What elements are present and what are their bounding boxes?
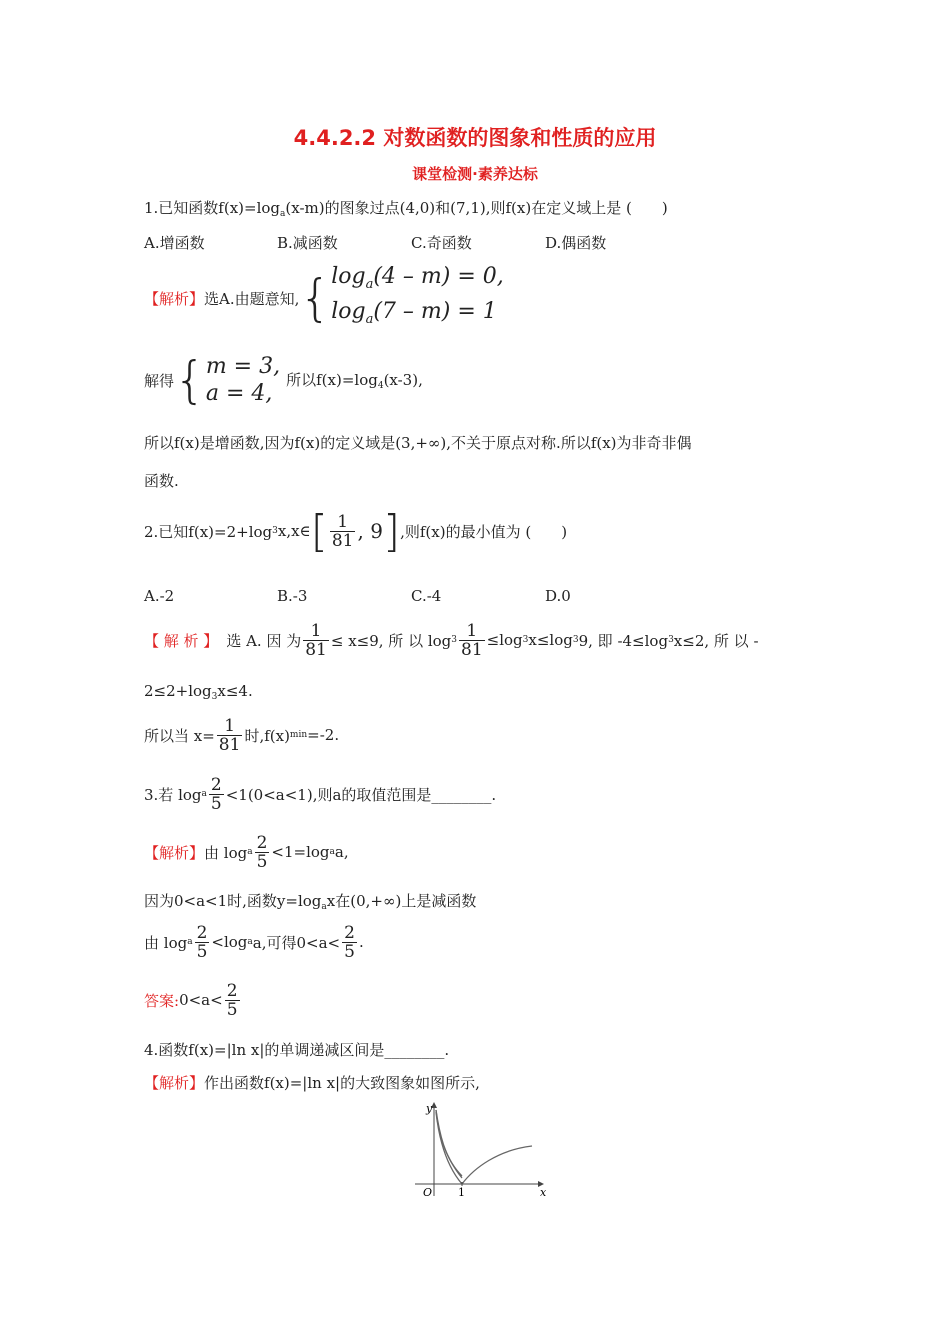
q2-option-c: C.-4: [411, 587, 442, 605]
equation-system-2: m = 3, a = 4,: [205, 354, 281, 406]
q2-option-d: D.0: [545, 587, 571, 605]
q2-solution-line1: 【 解 析 】 选 A. 因 为 $\frac{1}{81}$ ≤ x≤9, 所 以 log 3 $\frac{1}{81}$ ≤log 3 x≤log 3 9, 即 -4≤log 3 x≤2, 所 以 -: [144, 620, 759, 660]
q4-stem: 4.函数f(x)=|ln x|的单调递减区间是________.: [144, 1041, 450, 1059]
abs-ln-curve: [436, 1112, 532, 1184]
x-axis-label: x: [540, 1186, 547, 1198]
q2-solution-line2: $2\le 2+\log_3x\le 4$.: [144, 682, 253, 702]
ln-abs-graph: [410, 1098, 550, 1198]
q1-solution: 【解析】 选A.由题意知, { $\log_a(4 - m) = 0$, $\log_a(7 - m) = 1$: [144, 268, 504, 328]
q1-conclusion-line2: 函数.: [144, 472, 179, 490]
y-axis-label: y: [426, 1102, 433, 1115]
q1-stem: 1.已知函数$f(x)=\log_a(x-m)$的图象过点(4,0)和(7,1),则f(x)在定义域上是 ( ): [144, 199, 668, 219]
q1-solve: 解得 { m = 3, a = 4, 所以$f(x)=\log_4(x-3)$,: [144, 351, 423, 409]
equation-system-1: $\log_a(4 - m) = 0$, $\log_a(7 - m) = 1$: [331, 264, 504, 327]
q2-stem: 2.已知f(x)=2+log 3 x,x∈ [ $\frac{1}{81}$ , 9 ] ,则f(x)的最小值为 ( ): [144, 505, 568, 557]
q1-conclusion-line1: 所以f(x)是增函数,因为f(x)的定义域是(3,+∞),不关于原点对称.所以f(x)为非奇非偶: [144, 434, 692, 452]
q3-solution-line2: 因为0<a<1时,函数$y=\log_ax$在(0,+∞)上是减函数: [144, 892, 477, 912]
q1-option-a: A.增函数: [144, 234, 205, 252]
curve-left-branch-upper: [436, 1110, 462, 1178]
solution-tag: 【解析】: [144, 289, 205, 308]
q2-option-a: A.-2: [144, 587, 175, 605]
section-subtitle: 课堂检测·素养达标: [412, 165, 538, 183]
q2-option-b: B.-3: [277, 587, 308, 605]
curve-left-branch: [436, 1110, 462, 1176]
system-brace: {: [299, 269, 332, 327]
q1-option-d: D.偶函数: [545, 234, 607, 252]
q3-solution-line3: 由 log a $\frac{2}{5}$ <log a a,可得0<a< $\frac{2}{5}$ .: [144, 922, 364, 962]
q4-solution: 【解析】作出函数f(x)=|ln x|的大致图象如图所示,: [144, 1074, 480, 1092]
q3-solution-line1: 【解析】 由 log a $\frac{2}{5}$ <1=log a a,: [144, 832, 349, 872]
q3-stem: 3.若 log a $\frac{2}{5}$ <1(0<a<1),则a的取值范围是________.: [144, 774, 497, 814]
q3-answer: 答案: 0<a< $\frac{2}{5}$: [144, 980, 238, 1020]
q2-solution-line3: 所以当 x= $\frac{1}{81}$ 时,f(x) min =-2.: [144, 715, 340, 755]
q1-option-c: C.奇函数: [411, 234, 472, 252]
page-title: 4.4.2.2 对数函数的图象和性质的应用: [293, 126, 657, 150]
q1-option-b: B.减函数: [277, 234, 338, 252]
x-one-label: 1: [458, 1186, 465, 1198]
origin-label: O: [423, 1186, 433, 1198]
